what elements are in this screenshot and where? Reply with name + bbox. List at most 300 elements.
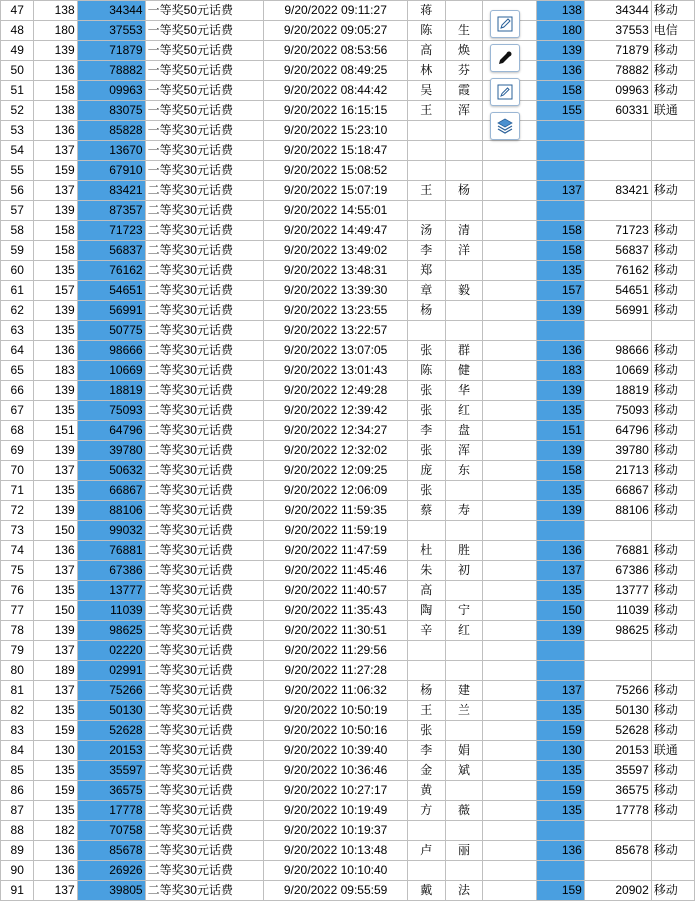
cell-c[interactable]: 二等奖30元话费 [145,561,264,581]
cell-e[interactable]: 戴 [407,881,445,901]
cell-g[interactable] [483,541,537,561]
cell-d[interactable]: 9/20/2022 10:39:40 [264,741,408,761]
cell-h[interactable]: 180 [537,21,584,41]
cell-e[interactable]: 张 [407,441,445,461]
cell-f[interactable] [445,261,483,281]
cell-a[interactable]: 183 [34,361,77,381]
cell-j[interactable] [651,141,694,161]
cell-a[interactable]: 137 [34,641,77,661]
row-header-cell[interactable]: 78 [1,621,34,641]
cell-i[interactable] [584,321,651,341]
cell-d[interactable]: 9/20/2022 11:59:19 [264,521,408,541]
cell-c[interactable]: 二等奖30元话费 [145,881,264,901]
cell-d[interactable]: 9/20/2022 11:40:57 [264,581,408,601]
row-header-cell[interactable]: 51 [1,81,34,101]
row-header-cell[interactable]: 90 [1,861,34,881]
cell-e[interactable]: 辛 [407,621,445,641]
cell-b[interactable]: 85828 [77,121,145,141]
cell-b[interactable]: 75266 [77,681,145,701]
cell-e[interactable] [407,161,445,181]
table-row[interactable] [1,101,695,121]
cell-g[interactable] [483,821,537,841]
cell-d[interactable]: 9/20/2022 13:07:05 [264,341,408,361]
table-row[interactable] [1,521,695,541]
cell-i[interactable]: 75266 [584,681,651,701]
cell-e[interactable]: 章 [407,281,445,301]
cell-e[interactable]: 陶 [407,601,445,621]
cell-g[interactable] [483,341,537,361]
cell-b[interactable]: 85678 [77,841,145,861]
cell-g[interactable] [483,201,537,221]
row-header-cell[interactable]: 47 [1,1,34,21]
table-row[interactable] [1,161,695,181]
table-row[interactable] [1,241,695,261]
cell-f[interactable]: 兰 [445,701,483,721]
cell-i[interactable]: 54651 [584,281,651,301]
cell-g[interactable] [483,661,537,681]
cell-i[interactable]: 39780 [584,441,651,461]
table-row[interactable] [1,561,695,581]
cell-j[interactable] [651,821,694,841]
cell-e[interactable]: 汤 [407,221,445,241]
cell-h[interactable] [537,201,584,221]
cell-b[interactable]: 70758 [77,821,145,841]
cell-d[interactable]: 9/20/2022 15:07:19 [264,181,408,201]
table-row[interactable] [1,861,695,881]
cell-h[interactable]: 138 [537,1,584,21]
cell-i[interactable]: 66867 [584,481,651,501]
cell-f[interactable]: 洋 [445,241,483,261]
cell-a[interactable]: 139 [34,41,77,61]
cell-f[interactable] [445,201,483,221]
cell-a[interactable]: 182 [34,821,77,841]
cell-a[interactable]: 139 [34,201,77,221]
cell-c[interactable]: 二等奖30元话费 [145,781,264,801]
cell-d[interactable]: 9/20/2022 11:06:32 [264,681,408,701]
cell-g[interactable] [483,181,537,201]
cell-f[interactable]: 盘 [445,421,483,441]
cell-e[interactable]: 朱 [407,561,445,581]
cell-d[interactable]: 9/20/2022 11:29:56 [264,641,408,661]
cell-d[interactable]: 9/20/2022 10:19:37 [264,821,408,841]
cell-i[interactable] [584,121,651,141]
cell-d[interactable]: 9/20/2022 11:27:28 [264,661,408,681]
cell-i[interactable]: 85678 [584,841,651,861]
row-header-cell[interactable]: 64 [1,341,34,361]
cell-f[interactable]: 华 [445,381,483,401]
row-header-cell[interactable]: 85 [1,761,34,781]
table-row[interactable] [1,741,695,761]
cell-f[interactable] [445,581,483,601]
cell-i[interactable]: 71723 [584,221,651,241]
row-header-cell[interactable]: 55 [1,161,34,181]
cell-i[interactable]: 11039 [584,601,651,621]
cell-j[interactable]: 电信 [651,21,694,41]
cell-i[interactable]: 75093 [584,401,651,421]
cell-d[interactable]: 9/20/2022 16:15:15 [264,101,408,121]
cell-h[interactable]: 139 [537,621,584,641]
cell-j[interactable]: 移动 [651,421,694,441]
cell-f[interactable]: 寿 [445,501,483,521]
cell-e[interactable]: 高 [407,581,445,601]
cell-c[interactable]: 二等奖30元话费 [145,341,264,361]
cell-a[interactable]: 135 [34,581,77,601]
cell-c[interactable]: 二等奖30元话费 [145,361,264,381]
cell-c[interactable]: 二等奖30元话费 [145,681,264,701]
cell-d[interactable]: 9/20/2022 10:50:19 [264,701,408,721]
row-header-cell[interactable]: 80 [1,661,34,681]
cell-e[interactable]: 郑 [407,261,445,281]
cell-e[interactable]: 张 [407,721,445,741]
cell-j[interactable] [651,661,694,681]
table-row[interactable] [1,681,695,701]
cell-a[interactable]: 136 [34,841,77,861]
cell-b[interactable]: 99032 [77,521,145,541]
cell-a[interactable]: 137 [34,181,77,201]
cell-e[interactable]: 陈 [407,21,445,41]
cell-g[interactable] [483,281,537,301]
cell-e[interactable]: 王 [407,101,445,121]
eyedropper-icon[interactable] [490,44,520,72]
cell-g[interactable] [483,621,537,641]
cell-c[interactable]: 二等奖30元话费 [145,701,264,721]
table-row[interactable] [1,881,695,901]
cell-d[interactable]: 9/20/2022 10:19:49 [264,801,408,821]
row-header-cell[interactable]: 75 [1,561,34,581]
cell-f[interactable]: 斌 [445,761,483,781]
row-header-cell[interactable]: 88 [1,821,34,841]
cell-i[interactable]: 71879 [584,41,651,61]
cell-f[interactable]: 建 [445,681,483,701]
cell-c[interactable]: 二等奖30元话费 [145,301,264,321]
cell-i[interactable] [584,201,651,221]
cell-h[interactable]: 137 [537,681,584,701]
cell-j[interactable] [651,861,694,881]
cell-c[interactable]: 二等奖30元话费 [145,661,264,681]
row-header-cell[interactable]: 77 [1,601,34,621]
cell-a[interactable]: 137 [34,681,77,701]
table-row[interactable] [1,541,695,561]
cell-c[interactable]: 二等奖30元话费 [145,221,264,241]
cell-i[interactable]: 34344 [584,1,651,21]
cell-h[interactable]: 136 [537,341,584,361]
table-row[interactable] [1,581,695,601]
cell-e[interactable]: 杨 [407,301,445,321]
cell-a[interactable]: 135 [34,321,77,341]
cell-c[interactable]: 二等奖30元话费 [145,581,264,601]
cell-b[interactable]: 66867 [77,481,145,501]
cell-i[interactable]: 76881 [584,541,651,561]
cell-i[interactable]: 20902 [584,881,651,901]
table-row[interactable] [1,41,695,61]
cell-g[interactable] [483,481,537,501]
cell-i[interactable]: 98666 [584,341,651,361]
cell-j[interactable]: 移动 [651,261,694,281]
cell-f[interactable] [445,781,483,801]
cell-d[interactable]: 9/20/2022 15:18:47 [264,141,408,161]
table-row[interactable] [1,481,695,501]
cell-h[interactable]: 135 [537,581,584,601]
cell-h[interactable]: 135 [537,701,584,721]
cell-j[interactable]: 移动 [651,221,694,241]
cell-h[interactable]: 136 [537,61,584,81]
cell-i[interactable]: 13777 [584,581,651,601]
cell-h[interactable]: 137 [537,561,584,581]
cell-e[interactable] [407,121,445,141]
cell-e[interactable]: 蔡 [407,501,445,521]
cell-f[interactable] [445,721,483,741]
cell-e[interactable]: 黄 [407,781,445,801]
cell-f[interactable]: 杨 [445,181,483,201]
cell-e[interactable]: 李 [407,741,445,761]
cell-h[interactable]: 130 [537,741,584,761]
cell-b[interactable]: 09963 [77,81,145,101]
cell-g[interactable] [483,841,537,861]
cell-g[interactable] [483,781,537,801]
cell-b[interactable]: 36575 [77,781,145,801]
cell-h[interactable] [537,861,584,881]
cell-j[interactable]: 移动 [651,241,694,261]
cell-c[interactable]: 二等奖30元话费 [145,501,264,521]
cell-f[interactable]: 健 [445,361,483,381]
cell-h[interactable]: 158 [537,221,584,241]
cell-d[interactable]: 9/20/2022 15:23:10 [264,121,408,141]
cell-f[interactable]: 霞 [445,81,483,101]
cell-i[interactable] [584,161,651,181]
cell-c[interactable]: 二等奖30元话费 [145,521,264,541]
cell-d[interactable]: 9/20/2022 08:53:56 [264,41,408,61]
cell-g[interactable] [483,601,537,621]
cell-h[interactable] [537,521,584,541]
cell-e[interactable]: 杜 [407,541,445,561]
cell-h[interactable]: 139 [537,41,584,61]
cell-h[interactable]: 150 [537,601,584,621]
cell-h[interactable]: 135 [537,481,584,501]
row-header-cell[interactable]: 68 [1,421,34,441]
cell-e[interactable] [407,201,445,221]
row-header-cell[interactable]: 53 [1,121,34,141]
row-header-cell[interactable]: 84 [1,741,34,761]
cell-h[interactable]: 139 [537,301,584,321]
cell-i[interactable]: 83421 [584,181,651,201]
table-row[interactable] [1,261,695,281]
cell-g[interactable] [483,701,537,721]
cell-j[interactable]: 移动 [651,61,694,81]
cell-f[interactable] [445,301,483,321]
row-header-cell[interactable]: 58 [1,221,34,241]
cell-h[interactable]: 158 [537,461,584,481]
cell-c[interactable]: 二等奖30元话费 [145,441,264,461]
cell-g[interactable] [483,161,537,181]
cell-j[interactable]: 移动 [651,601,694,621]
cell-h[interactable]: 159 [537,781,584,801]
cell-c[interactable]: 二等奖30元话费 [145,741,264,761]
cell-c[interactable]: 二等奖30元话费 [145,261,264,281]
cell-d[interactable]: 9/20/2022 11:35:43 [264,601,408,621]
cell-d[interactable]: 9/20/2022 13:22:57 [264,321,408,341]
cell-f[interactable] [445,861,483,881]
cell-j[interactable]: 移动 [651,541,694,561]
cell-a[interactable]: 137 [34,561,77,581]
cell-d[interactable]: 9/20/2022 09:05:27 [264,21,408,41]
cell-i[interactable]: 35597 [584,761,651,781]
cell-h[interactable] [537,321,584,341]
cell-d[interactable]: 9/20/2022 13:48:31 [264,261,408,281]
row-header-cell[interactable]: 91 [1,881,34,901]
cell-a[interactable]: 159 [34,781,77,801]
row-header-cell[interactable]: 69 [1,441,34,461]
cell-c[interactable]: 二等奖30元话费 [145,201,264,221]
cell-h[interactable] [537,821,584,841]
table-row[interactable] [1,761,695,781]
cell-b[interactable]: 35597 [77,761,145,781]
cell-c[interactable]: 二等奖30元话费 [145,841,264,861]
cell-e[interactable]: 杨 [407,681,445,701]
cell-i[interactable]: 36575 [584,781,651,801]
table-row[interactable] [1,121,695,141]
cell-c[interactable]: 二等奖30元话费 [145,861,264,881]
cell-f[interactable] [445,121,483,141]
cell-a[interactable]: 180 [34,21,77,41]
cell-a[interactable]: 139 [34,441,77,461]
cell-c[interactable]: 二等奖30元话费 [145,421,264,441]
cell-c[interactable]: 一等奖50元话费 [145,101,264,121]
cell-e[interactable]: 金 [407,761,445,781]
cell-c[interactable]: 一等奖50元话费 [145,1,264,21]
table-row[interactable] [1,141,695,161]
cell-f[interactable]: 红 [445,621,483,641]
cell-c[interactable]: 二等奖30元话费 [145,481,264,501]
cell-h[interactable]: 135 [537,801,584,821]
cell-e[interactable]: 李 [407,241,445,261]
cell-d[interactable]: 9/20/2022 12:49:28 [264,381,408,401]
cell-a[interactable]: 137 [34,881,77,901]
table-row[interactable] [1,461,695,481]
cell-b[interactable]: 10669 [77,361,145,381]
cell-e[interactable]: 王 [407,181,445,201]
cell-f[interactable]: 宁 [445,601,483,621]
cell-f[interactable] [445,481,483,501]
table-row[interactable] [1,721,695,741]
cell-e[interactable] [407,521,445,541]
row-header-cell[interactable]: 87 [1,801,34,821]
cell-d[interactable]: 9/20/2022 11:45:46 [264,561,408,581]
cell-i[interactable]: 52628 [584,721,651,741]
cell-c[interactable]: 二等奖30元话费 [145,241,264,261]
cell-c[interactable]: 二等奖30元话费 [145,321,264,341]
row-header-cell[interactable]: 70 [1,461,34,481]
cell-e[interactable]: 方 [407,801,445,821]
cell-j[interactable] [651,121,694,141]
cell-a[interactable]: 135 [34,701,77,721]
cell-b[interactable]: 02991 [77,661,145,681]
cell-a[interactable]: 139 [34,621,77,641]
cell-f[interactable]: 东 [445,461,483,481]
cell-c[interactable]: 二等奖30元话费 [145,621,264,641]
cell-d[interactable]: 9/20/2022 10:50:16 [264,721,408,741]
cell-a[interactable]: 136 [34,541,77,561]
cell-d[interactable]: 9/20/2022 10:36:46 [264,761,408,781]
cell-i[interactable]: 21713 [584,461,651,481]
cell-h[interactable]: 139 [537,501,584,521]
cell-j[interactable]: 移动 [651,381,694,401]
cell-a[interactable]: 158 [34,221,77,241]
cell-b[interactable]: 98666 [77,341,145,361]
row-header-cell[interactable]: 74 [1,541,34,561]
cell-b[interactable]: 71879 [77,41,145,61]
cell-j[interactable] [651,521,694,541]
cell-g[interactable] [483,461,537,481]
cell-c[interactable]: 二等奖30元话费 [145,401,264,421]
cell-i[interactable]: 67386 [584,561,651,581]
cell-f[interactable]: 胜 [445,541,483,561]
cell-a[interactable]: 139 [34,301,77,321]
row-header-cell[interactable]: 73 [1,521,34,541]
cell-j[interactable]: 移动 [651,881,694,901]
cell-g[interactable] [483,401,537,421]
cell-i[interactable] [584,521,651,541]
cell-g[interactable] [483,361,537,381]
cell-f[interactable] [445,521,483,541]
cell-b[interactable]: 83421 [77,181,145,201]
cell-a[interactable]: 150 [34,601,77,621]
table-row[interactable] [1,301,695,321]
cell-c[interactable]: 二等奖30元话费 [145,721,264,741]
cell-b[interactable]: 78882 [77,61,145,81]
table-row[interactable] [1,21,695,41]
row-header-cell[interactable]: 57 [1,201,34,221]
row-header-cell[interactable]: 52 [1,101,34,121]
cell-f[interactable]: 芬 [445,61,483,81]
cell-c[interactable]: 二等奖30元话费 [145,601,264,621]
row-header-cell[interactable]: 89 [1,841,34,861]
cell-c[interactable]: 二等奖30元话费 [145,381,264,401]
cell-i[interactable]: 10669 [584,361,651,381]
cell-b[interactable]: 02220 [77,641,145,661]
cell-a[interactable]: 150 [34,521,77,541]
cell-f[interactable] [445,161,483,181]
cell-a[interactable]: 135 [34,801,77,821]
cell-f[interactable]: 毅 [445,281,483,301]
cell-h[interactable]: 151 [537,421,584,441]
cell-d[interactable]: 9/20/2022 12:06:09 [264,481,408,501]
cell-j[interactable] [651,161,694,181]
cell-j[interactable]: 移动 [651,481,694,501]
cell-b[interactable]: 18819 [77,381,145,401]
cell-b[interactable]: 50632 [77,461,145,481]
cell-b[interactable]: 98625 [77,621,145,641]
cell-f[interactable]: 浑 [445,441,483,461]
floating-toolbar[interactable] [489,10,521,140]
table-row[interactable] [1,321,695,341]
table-row[interactable] [1,81,695,101]
cell-j[interactable]: 移动 [651,721,694,741]
table-row[interactable] [1,221,695,241]
cell-f[interactable]: 娟 [445,741,483,761]
cell-b[interactable]: 52628 [77,721,145,741]
cell-a[interactable]: 135 [34,761,77,781]
row-header-cell[interactable]: 63 [1,321,34,341]
cell-j[interactable]: 移动 [651,761,694,781]
cell-c[interactable]: 二等奖30元话费 [145,541,264,561]
cell-i[interactable]: 78882 [584,61,651,81]
row-header-cell[interactable]: 61 [1,281,34,301]
cell-j[interactable]: 移动 [651,701,694,721]
cell-f[interactable]: 群 [445,341,483,361]
cell-i[interactable] [584,861,651,881]
cell-h[interactable]: 136 [537,541,584,561]
cell-f[interactable] [445,141,483,161]
